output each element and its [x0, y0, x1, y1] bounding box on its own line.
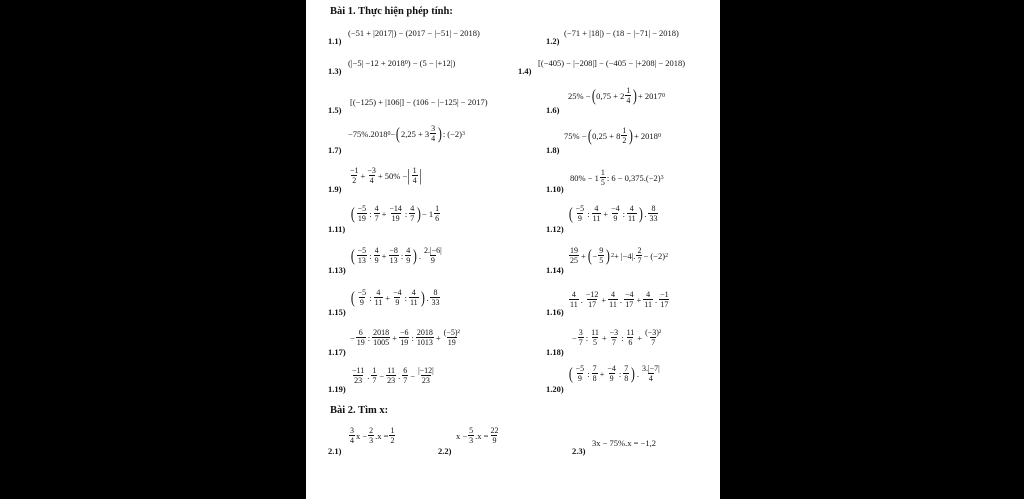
problem-2-2: x − $\frac{5}{3}$ .x = $\frac{22}{9}$ [456, 426, 499, 445]
section-heading-1: Bài 1. Thực hiện phép tính: [330, 6, 453, 17]
problem-1-2: (−71 + |18|) − (18 − |−71| − 2018) [564, 28, 679, 38]
problem-label: 1.20) [546, 384, 564, 394]
problem-1-20: ( −5 9 : 7 8 + $\frac{-4}{9}$ : 7 8 ) . 3.|−7| 4 [568, 364, 660, 383]
problem-label: 2.3) [572, 446, 586, 456]
problem-label: 1.2) [546, 36, 560, 46]
problem-label: 1.18) [546, 347, 564, 357]
problem-label: 1.12) [546, 224, 564, 234]
problem-1-16: 4 11 . −12 17 + $\frac{4}{11}$ . −4 17 + $\frac{4}{11}$ . −1 17 [570, 290, 669, 309]
problem-label: 1.1) [328, 36, 342, 46]
problem-1-5: [(−125) + |106|] − (106 − |−125| − 2017) [350, 97, 488, 107]
problem-1-11: ( −5 19 : 4 7 + $\frac{-14}{19}$ : 4 7 ) − 1 1 6 [350, 204, 440, 223]
problem-label: 1.5) [328, 105, 342, 115]
problem-1-3: (|−5| −12 + 2018 0 ) − (5 − |+12|) [348, 58, 456, 68]
problem-1-18: − $\frac{3}{7}$ : 11 5 + $\frac{-3}{7}$ : 11 6 + $\frac{\text{(−3)²}}{7}$ [572, 328, 662, 347]
problem-label: 1.14) [546, 265, 564, 275]
problem-label: 1.17) [328, 347, 346, 357]
worksheet-page [306, 0, 720, 499]
problem-label: 1.4) [518, 66, 532, 76]
section-heading-2: Bài 2. Tìm x: [330, 405, 389, 416]
problem-1-4: [(−405) − |−208|] − (−405 − |+208| − 2018) [538, 58, 686, 68]
problem-label: 1.16) [546, 307, 564, 317]
problem-label: 1.9) [328, 184, 342, 194]
problem-2-1: 3 4 x − $\frac{2}{3}$ .x = $\frac{1}{2}$ [350, 426, 395, 445]
problem-1-1: (−51 + |2017|) − (2017 − |−51| − 2018) [348, 28, 480, 38]
problem-label: 2.1) [328, 446, 342, 456]
problem-1-17: − $\frac{6}{19}$ : 2018 1005 + $\frac{-6}{19}$ : 2018 1013 + $\frac{\text{(−5)²}}{19}$ [350, 328, 460, 347]
problem-label: 1.15) [328, 307, 346, 317]
problem-1-10: 80% − 1 1 5 : 6 − 0,375.(−2) 3 [570, 168, 664, 187]
problem-label: 1.11) [328, 224, 346, 234]
problem-label: 1.13) [328, 265, 346, 275]
problem-2-3: 3x − 75%.x = −1,2 [592, 438, 656, 448]
problem-1-7: −75%.2018 0 − ( 2,25 + 3 3 4 ) : (−2) 3 [348, 124, 466, 143]
problem-label: 1.10) [546, 184, 564, 194]
problem-label: 2.2) [438, 446, 452, 456]
problem-1-12: ( −5 9 : 4 11 + $\frac{-4}{9}$ : 4 11 ) . 8 33 [568, 204, 658, 223]
problem-1-14: 19 25 + ( − $\frac{9}{5}$ ) 2 + |−4|. 2 7 − (−2) 2 [570, 246, 669, 265]
problem-label: 1.7) [328, 145, 342, 155]
problem-1-13: ( −5 13 : 4 9 + $\frac{-8}{13}$ : 4 9 ) . 2.|−6| 9 [350, 246, 442, 265]
problem-1-6: 25% − ( 0,75 + 2 1 4 ) + 2017 0 [568, 86, 665, 105]
problem-label: 1.8) [546, 145, 560, 155]
problem-label: 1.6) [546, 105, 560, 115]
problem-1-19: −11 23 . 1 7 − $\frac{11}{23}$ . 6 7 − $\frac{|-12|}{23}$ [352, 366, 434, 385]
problem-1-9: −1 2 + $\frac{-3}{4}$ + 50% − | 1 4 | [350, 166, 422, 185]
problem-1-15: ( −5 9 : 4 11 + $\frac{-4}{9}$ : 4 11 ) . 8 33 [350, 288, 440, 307]
problem-1-8: 75% − ( 0,25 + 8 1 2 ) + 2018 0 [564, 126, 661, 145]
problem-label: 1.19) [328, 384, 346, 394]
problem-label: 1.3) [328, 66, 342, 76]
